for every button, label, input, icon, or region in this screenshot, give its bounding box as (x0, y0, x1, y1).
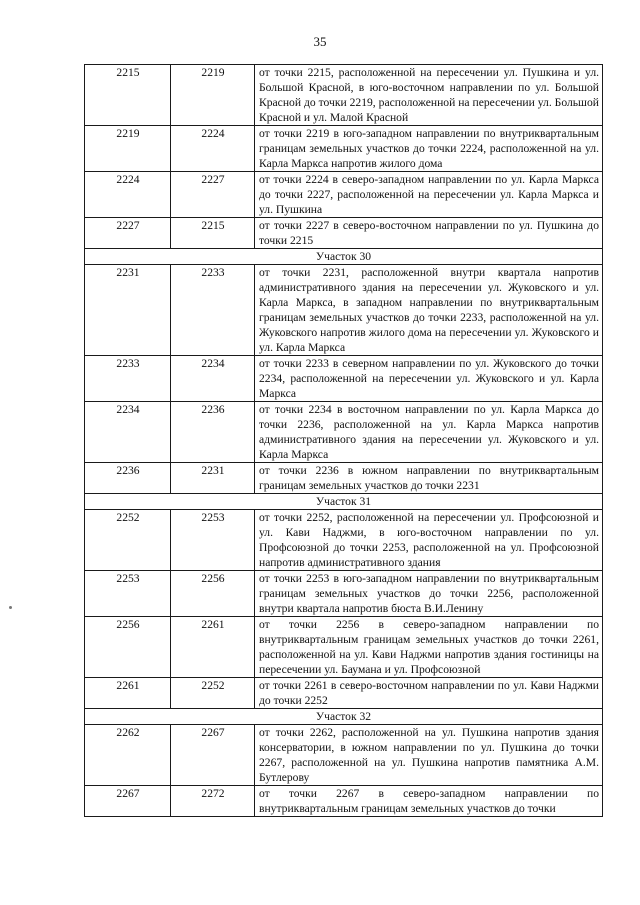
from-point-cell: 2261 (85, 678, 171, 709)
from-point-cell: 2256 (85, 617, 171, 678)
from-point-cell: 2234 (85, 402, 171, 463)
table-row (85, 356, 603, 402)
to-point-cell: 2231 (171, 463, 255, 494)
description-cell: от точки 2234 в восточном направлении по ул. Карла Маркса до точки 2236, расположенной на ул. Карла Маркса напротив административного здания на пересечении ул. Жуковского и ул. Карла Маркса (255, 402, 603, 463)
from-point-cell: 2236 (85, 463, 171, 494)
description-cell: от точки 2267 в северо-западном направлении по внутриквартальным границам земельных участков до точки (255, 786, 603, 817)
page-number: 35 (313, 34, 327, 49)
to-point-cell: 2272 (171, 786, 255, 817)
table-row (85, 265, 603, 356)
to-point-cell: 2234 (171, 356, 255, 402)
boundary-table (84, 64, 603, 817)
to-point-cell: 2219 (171, 65, 255, 126)
from-point-cell: 2253 (85, 571, 171, 617)
table-row (85, 725, 603, 786)
to-point-cell: 2256 (171, 571, 255, 617)
section-header-row (85, 494, 603, 510)
table-row (85, 617, 603, 678)
description-cell: от точки 2233 в северном направлении по ул. Жуковского до точки 2234, расположенной на пересечении ул. Жуковского и ул. Карла Маркса (255, 356, 603, 402)
to-point-cell: 2252 (171, 678, 255, 709)
scan-speck (9, 606, 12, 609)
table-row (85, 463, 603, 494)
from-point-cell: 2224 (85, 172, 171, 218)
section-title: Участок 31 (85, 494, 603, 510)
to-point-cell: 2267 (171, 725, 255, 786)
to-point-cell: 2227 (171, 172, 255, 218)
from-point-cell: 2231 (85, 265, 171, 356)
from-point-cell: 2215 (85, 65, 171, 126)
description-cell: от точки 2224 в северо-западном направлении по ул. Карла Маркса до точки 2227, расположенной на пересечении ул. Карла Маркса и ул. Пушкина (255, 172, 603, 218)
description-cell: от точки 2231, расположенной внутри квартала напротив административного здания на пересечении ул. Жуковского и ул. Карла Маркса, в западном направлении по внутриквартальным границам земельных участков до точки 2233, расположенной на ул. Жуковского напротив жилого дома на пересечении ул. Жуковского и ул. Карла Маркса (255, 265, 603, 356)
table-row (85, 571, 603, 617)
section-header-row (85, 249, 603, 265)
description-cell: от точки 2219 в юго-западном направлении по внутриквартальным границам земельных участков до точки 2224, расположенной на ул. Карла Маркса напротив жилого дома (255, 126, 603, 172)
section-title: Участок 30 (85, 249, 603, 265)
to-point-cell: 2215 (171, 218, 255, 249)
from-point-cell: 2219 (85, 126, 171, 172)
description-cell: от точки 2215, расположенной на пересечении ул. Пушкина и ул. Большой Красной, в юго-восточном направлении по ул. Большой Красной до точки 2219, расположенной на пересечении ул. Большой Красной и ул. Малой Красной (255, 65, 603, 126)
description-cell: от точки 2262, расположенной на ул. Пушкина напротив здания консерватории, в южном направлении по ул. Пушкина до точки 2267, расположенной на ул. Пушкина напротив памятника А.М. Бутлерову (255, 725, 603, 786)
description-cell: от точки 2253 в юго-западном направлении по внутриквартальным границам земельных участков до точки 2256, расположенной внутри квартала напротив бюста В.И.Ленину (255, 571, 603, 617)
to-point-cell: 2236 (171, 402, 255, 463)
description-cell: от точки 2252, расположенной на пересечении ул. Профсоюзной и ул. Кави Наджми, в юго-восточном направлении по ул. Профсоюзной до точки 2253, расположенной на ул. Профсоюзной напротив административного здания (255, 510, 603, 571)
table-row (85, 126, 603, 172)
boundary-table-body (85, 65, 603, 817)
section-header-row (85, 709, 603, 725)
table-row (85, 65, 603, 126)
from-point-cell: 2252 (85, 510, 171, 571)
description-cell: от точки 2236 в южном направлении по внутриквартальным границам земельных участков до точки 2231 (255, 463, 603, 494)
table-row (85, 172, 603, 218)
from-point-cell: 2227 (85, 218, 171, 249)
to-point-cell: 2261 (171, 617, 255, 678)
table-row (85, 678, 603, 709)
table-row (85, 218, 603, 249)
to-point-cell: 2233 (171, 265, 255, 356)
to-point-cell: 2253 (171, 510, 255, 571)
description-cell: от точки 2256 в северо-западном направлении по внутриквартальным границам земельных участков до точки 2261, расположенной на ул. Кави Наджми напротив здания гостиницы на пересечении ул. Баумана и ул. Профсоюзной (255, 617, 603, 678)
table-row (85, 510, 603, 571)
table-row (85, 786, 603, 817)
section-title: Участок 32 (85, 709, 603, 725)
from-point-cell: 2262 (85, 725, 171, 786)
description-cell: от точки 2227 в северо-восточном направлении по ул. Пушкина до точки 2215 (255, 218, 603, 249)
from-point-cell: 2267 (85, 786, 171, 817)
description-cell: от точки 2261 в северо-восточном направлении по ул. Кави Наджми до точки 2252 (255, 678, 603, 709)
from-point-cell: 2233 (85, 356, 171, 402)
to-point-cell: 2224 (171, 126, 255, 172)
table-row (85, 402, 603, 463)
